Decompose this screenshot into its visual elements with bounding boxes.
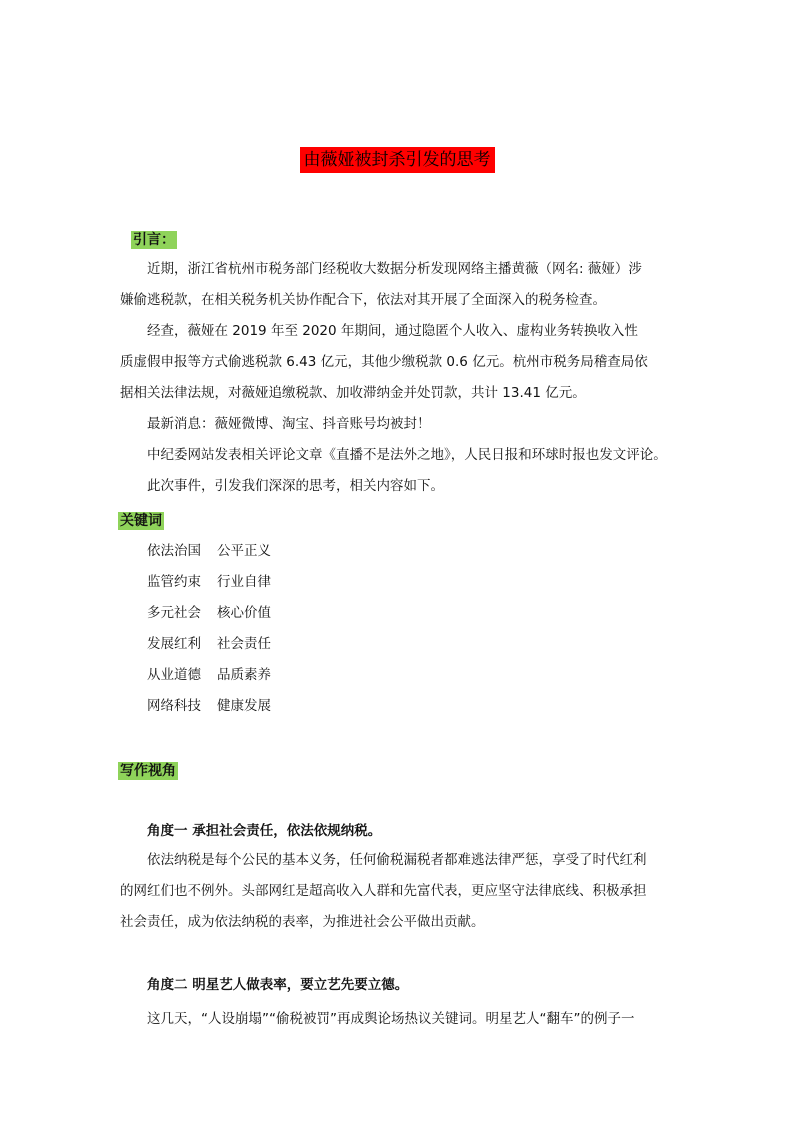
keywords-heading-wrap <box>118 510 164 530</box>
intro-paragraph-5: 此次事件，引发我们深深的思考，相关内容如下。 <box>147 478 444 494</box>
angle1-title: 角度一 承担社会责任，依法依规纳税。 <box>147 823 382 839</box>
intro-paragraph-3: 最新消息：薇娅微博、淘宝、抖音账号均被封！ <box>147 416 431 432</box>
keyword-row <box>147 572 271 592</box>
keyword: 社会责任 <box>217 636 271 652</box>
keyword-row <box>147 665 271 685</box>
keyword: 从业道德 <box>147 667 201 683</box>
intro-heading: 引言： <box>133 232 175 248</box>
keyword: 行业自律 <box>217 574 271 590</box>
keyword-row <box>147 603 271 623</box>
keyword-row <box>147 696 271 716</box>
document-title: 由薇娅被封杀引发的思考 <box>300 147 495 173</box>
intro-paragraph-4: 中纪委网站发表相关评论文章《直播不是法外之地》，人民日报和环球时报也发文评论。 <box>147 447 667 463</box>
keyword-row <box>147 634 271 654</box>
intro-heading-wrap <box>131 229 177 249</box>
keyword: 依法治国 <box>147 543 201 559</box>
intro-paragraph-1: 近期，浙江省杭州市税务部门经税收大数据分析发现网络主播黄薇（网名: 薇娅）涉嫌偷逃税款，在相关税务机关协作配合下，依法对其开展了全面深入的税务检查。 <box>120 261 642 308</box>
keyword: 监管约束 <box>147 574 201 590</box>
keyword: 品质素养 <box>217 667 271 683</box>
angle2-section <box>120 1004 634 1035</box>
angle2-title: 角度二 明星艺人做表率，要立艺先要立德。 <box>147 977 409 993</box>
keyword: 核心价值 <box>217 605 271 621</box>
keywords-heading: 关键词 <box>120 513 162 529</box>
angle1-paragraph: 依法纳税是每个公民的基本义务，任何偷税漏税者都难逃法律严惩，享受了时代红利的网红们也不例外。头部网红是超高收入人群和先富代表，更应坚守法律底线、积极承担社会责任，成为依法纳税的表率，为推进社会公平做出贡献。 <box>120 852 647 930</box>
keyword: 发展红利 <box>147 636 201 652</box>
writing-heading: 写作视角 <box>120 763 176 779</box>
intro-paragraph-2: 经查，薇娅在 2019 年至 2020 年期间，通过隐匿个人收入、虚构业务转换收入性质虚假申报等方式偷逃税款 6.43 亿元，其他少缴税款 0.6 亿元。杭州市税务局稽查局依据相关法律法规，对薇娅追缴税款、加收滞纳金并处罚款，共计 13.41 亿元。 <box>120 323 648 401</box>
angle2-paragraph: 这几天，“人设崩塌”“偷税被罚”再成舆论场热议关键词。明星艺人“翻车”的例子一 <box>147 1011 635 1027</box>
keyword-row <box>147 541 271 561</box>
keyword: 公平正义 <box>217 543 271 559</box>
keyword: 网络科技 <box>147 698 201 714</box>
keywords-list <box>147 541 271 716</box>
intro-section <box>120 254 680 502</box>
writing-heading-wrap <box>118 760 178 780</box>
angle1-section <box>120 845 648 938</box>
keyword: 健康发展 <box>217 698 271 714</box>
keyword: 多元社会 <box>147 605 201 621</box>
title-container <box>0 147 794 173</box>
